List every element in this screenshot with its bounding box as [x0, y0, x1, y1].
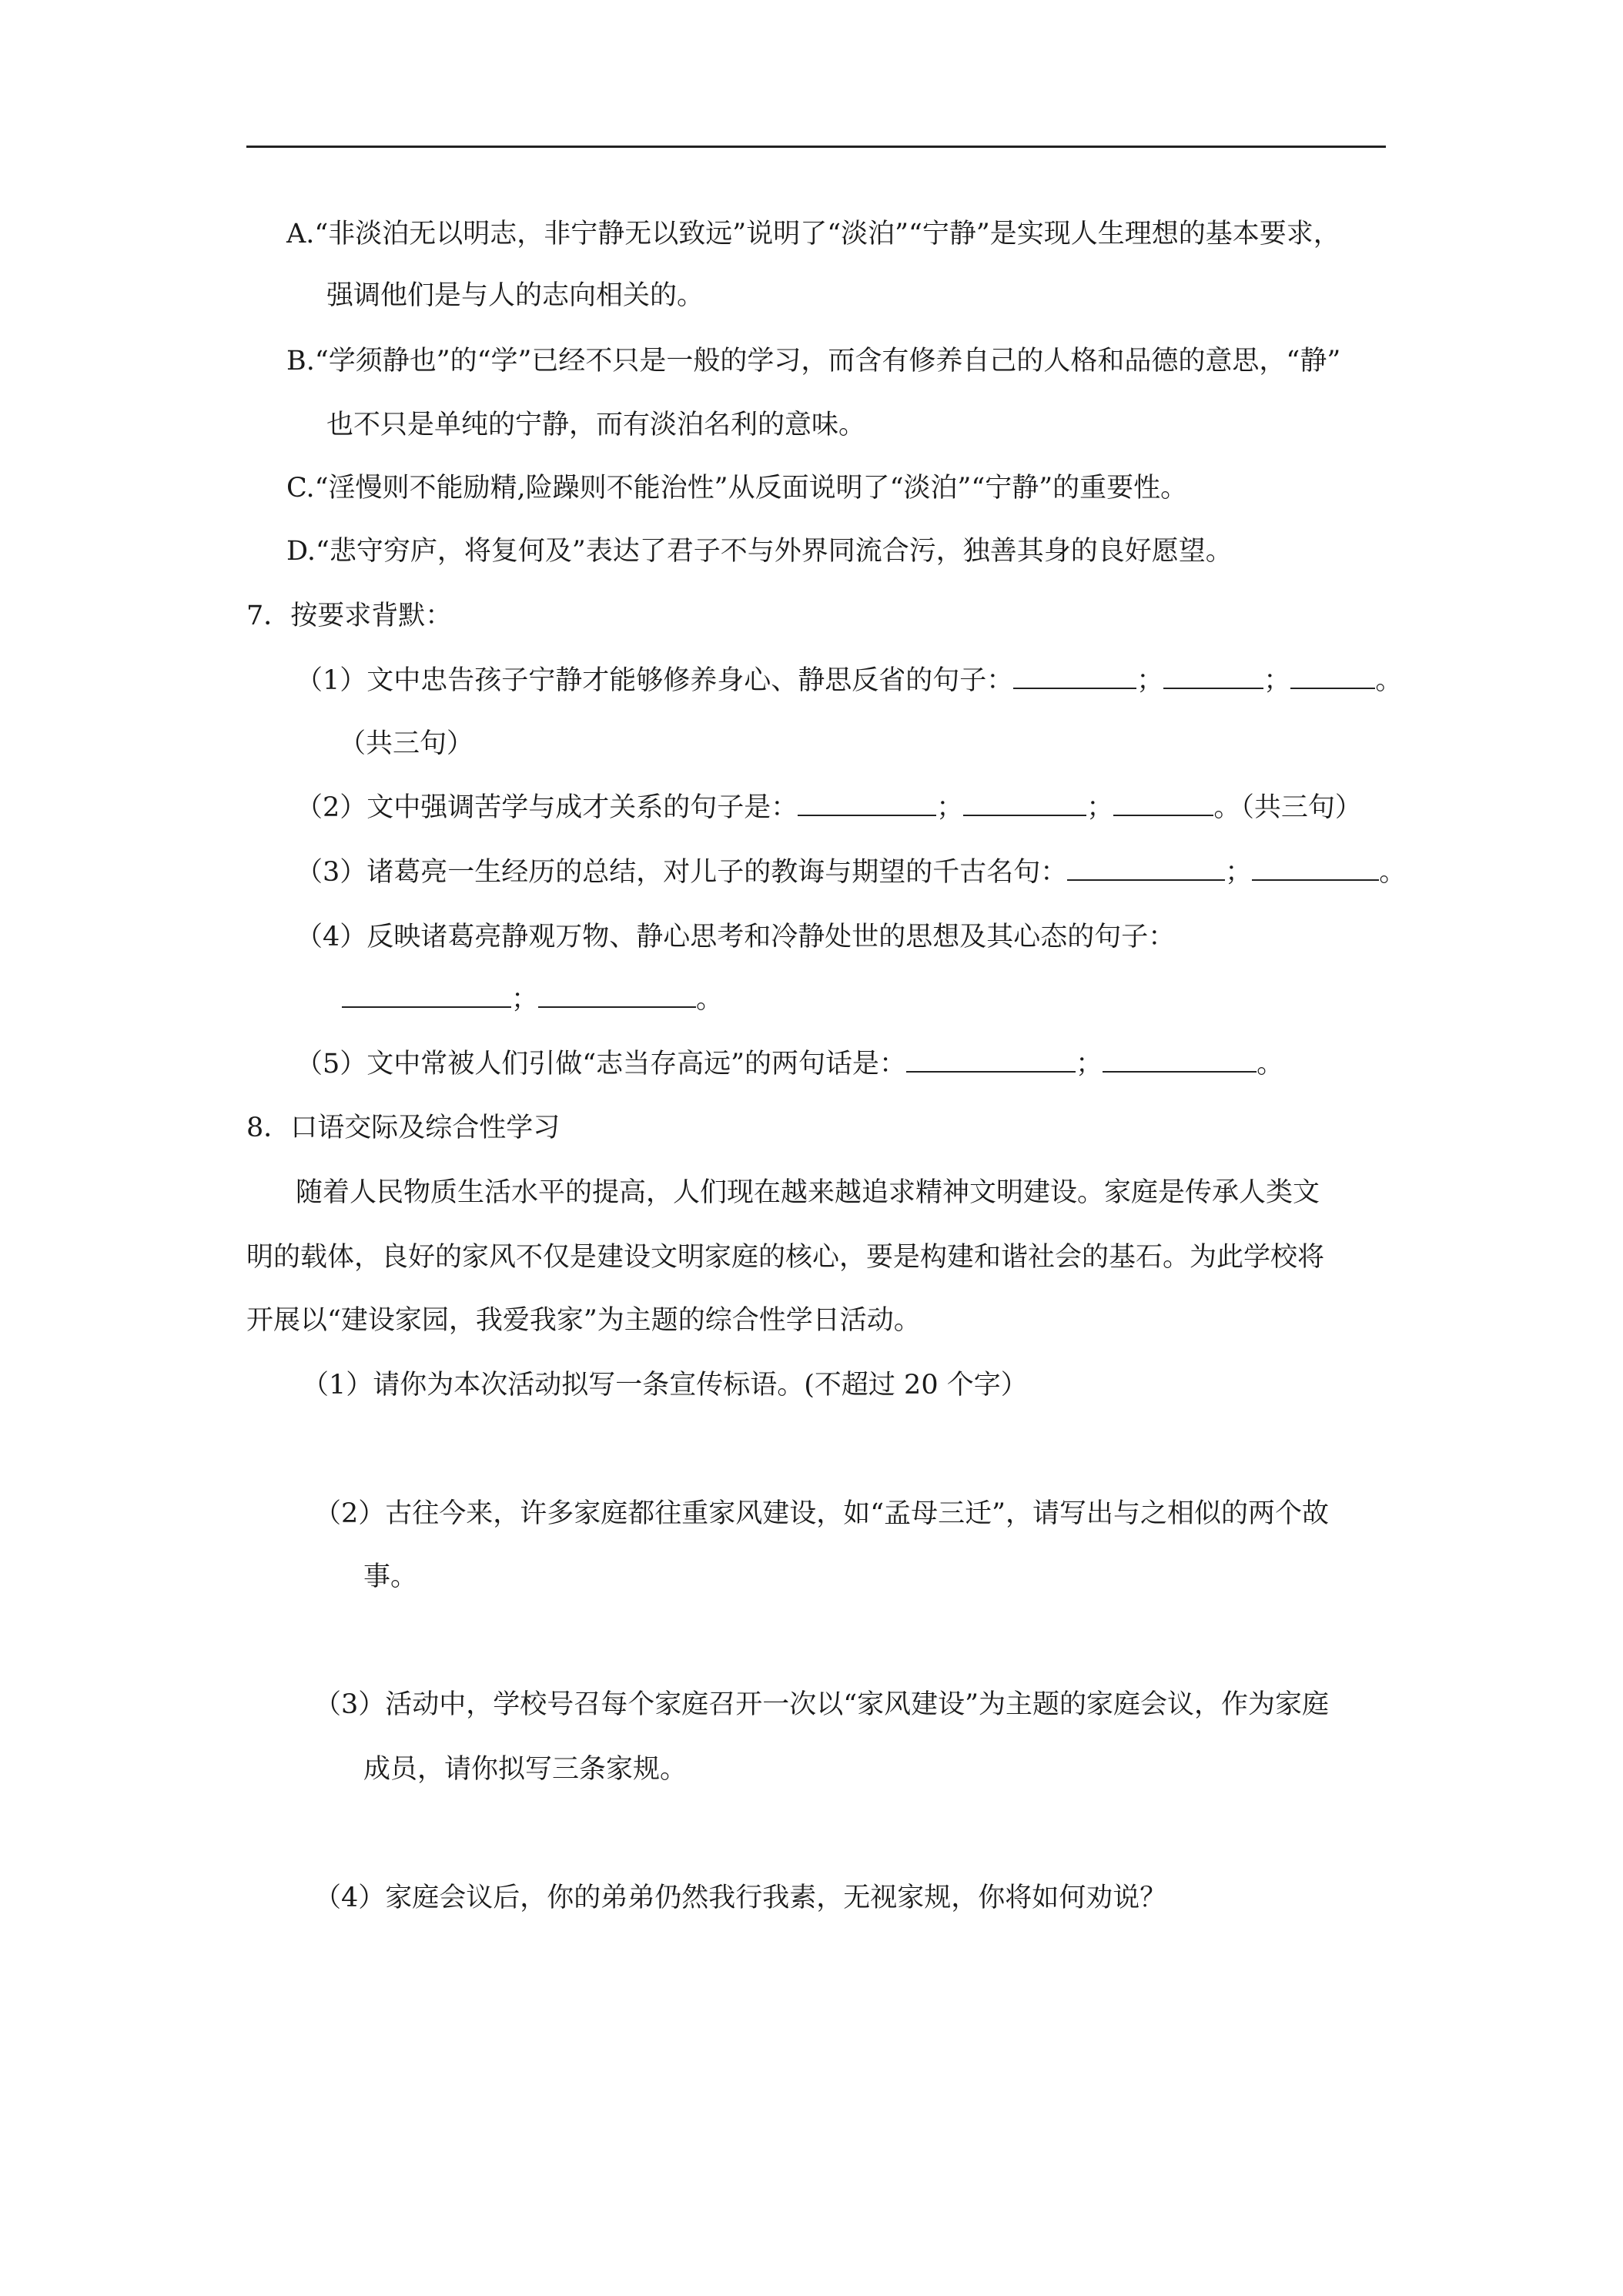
q8-sub4: （4）家庭会议后，你的弟弟仍然我行我素，无视家规，你将如何劝说？	[314, 1883, 1167, 1913]
q7-item1-note: （共三句）	[339, 728, 474, 759]
q7-item5	[296, 1047, 1283, 1081]
period: 。	[1379, 857, 1407, 888]
answer-blank[interactable]	[1113, 792, 1213, 816]
answer-blank[interactable]	[798, 792, 936, 816]
q7-item2	[296, 791, 1362, 825]
separator: ；	[1225, 857, 1253, 888]
period: 。	[1375, 665, 1403, 696]
q7-title: 7．按要求背默：	[246, 601, 453, 631]
q8-paragraph-line3: 开展以“建设家园，我爱我家”为主题的综合性学日活动。	[246, 1305, 921, 1336]
q7-item5-text: （5）文中常被人们引做“志当存高远”的两句话是：	[296, 1049, 907, 1079]
q7-item1-text: （1）文中忠告孩子宁静才能够修养身心、静思反省的句子：	[296, 665, 1014, 696]
answer-blank[interactable]	[1252, 856, 1379, 881]
option-a-line2: 强调他们是与人的志向相关的。	[326, 280, 704, 311]
header-rule	[246, 146, 1386, 148]
q7-item4: （4）反映诸葛亮静观万物、静心思考和冷静处世的思想及其心态的句子：	[296, 922, 1176, 952]
separator: ；	[1136, 665, 1164, 696]
answer-blank[interactable]	[1103, 1048, 1257, 1073]
period: 。	[696, 984, 724, 1015]
answer-blank[interactable]	[1290, 664, 1375, 689]
separator: ；	[1076, 1049, 1103, 1079]
option-c: C.“淫慢则不能励精,险躁则不能治性”从反面说明了“淡泊”“宁静”的重要性。	[286, 473, 1188, 504]
q7-item3	[296, 855, 1406, 889]
separator: ；	[936, 792, 964, 823]
q7-item4-answers	[342, 982, 723, 1016]
option-d: D.“悲守穷庐，将复何及”表达了君子不与外界同流合污，独善其身的良好愿望。	[286, 536, 1233, 567]
separator: ；	[1086, 792, 1114, 823]
answer-blank[interactable]	[1163, 664, 1263, 689]
q8-sub3-line1: （3）活动中，学校号召每个家庭召开一次以“家风建设”为主题的家庭会议，作为家庭	[314, 1689, 1330, 1720]
answer-blank[interactable]	[1067, 856, 1225, 881]
q8-paragraph-line1: 随着人民物质生活水平的提高，人们现在越来越追求精神文明建设。家庭是传承人类文	[296, 1177, 1320, 1208]
answer-blank[interactable]	[963, 792, 1086, 816]
separator: ；	[1263, 665, 1291, 696]
option-a-line1: A.“非淡泊无以明志，非宁静无以致远”说明了“淡泊”“宁静”是实现人生理想的基本要求，	[286, 219, 1340, 249]
q7-item1	[296, 664, 1402, 698]
answer-blank[interactable]	[906, 1048, 1076, 1073]
answer-blank[interactable]	[1013, 664, 1136, 689]
period: 。	[1257, 1049, 1284, 1079]
q7-item3-text: （3）诸葛亮一生经历的总结，对儿子的教诲与期望的千古名句：	[296, 857, 1068, 888]
q7-item2-note: 。（共三句）	[1213, 792, 1362, 823]
option-b-line1: B.“学须静也”的“学”已经不只是一般的学习，而含有修养自己的人格和品德的意思，“静”	[286, 346, 1341, 377]
q7-item2-text: （2）文中强调苦学与成才关系的句子是：	[296, 792, 798, 823]
q8-title: 8．口语交际及综合性学习	[246, 1113, 561, 1143]
q8-sub3-line2: 成员，请你拟写三条家规。	[363, 1754, 688, 1785]
q8-sub2-line1: （2）古往今来，许多家庭都往重家风建设，如“孟母三迁”，请写出与之相似的两个故	[314, 1498, 1330, 1529]
separator: ；	[511, 984, 539, 1015]
answer-blank[interactable]	[538, 983, 696, 1008]
q8-paragraph-line2: 明的载体，良好的家风不仅是建设文明家庭的核心，要是构建和谐社会的基石。为此学校将	[246, 1242, 1325, 1273]
q8-sub1: （1）请你为本次活动拟写一条宣传标语。(不超过 20 个字）	[302, 1370, 1028, 1401]
q8-sub2-line2: 事。	[363, 1561, 418, 1592]
answer-blank[interactable]	[342, 983, 511, 1008]
option-b-line2: 也不只是单纯的宁静，而有淡泊名利的意味。	[326, 410, 866, 440]
